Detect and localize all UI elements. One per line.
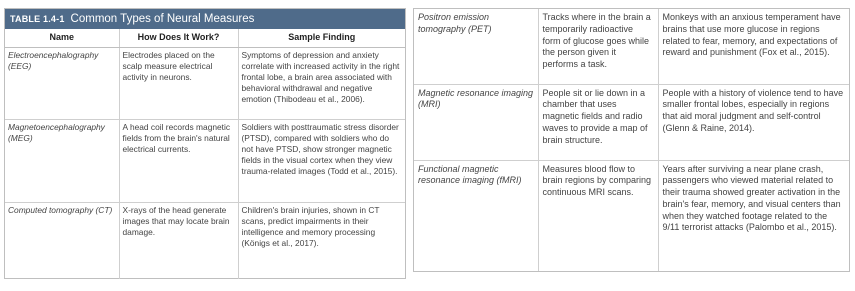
measure-finding: Soldiers with posttraumatic stress disorder (PTSD), compared with soldiers who do not have PTSD, show stronger magnetic fields in the visual cortex when they view trauma-related images (Todd et al., 2015). — [238, 119, 405, 202]
measure-method: Measures blood flow to brain regions by comparing continuous MRI scans. — [538, 160, 658, 271]
column-header-finding: Sample Finding — [238, 29, 405, 47]
measure-name: Computed tomography (CT) — [8, 204, 113, 215]
measure-finding: People with a history of violence tend to have smaller frontal lobes, especially in regions that aid moral judgment and self-control (Glenn & Raine, 2014). — [658, 84, 849, 160]
table-title-bar — [5, 9, 405, 29]
measure-name: Positron emission tomography (PET) — [414, 9, 538, 84]
measure-name: Magnetic resonance imaging (MRI) — [414, 84, 538, 160]
table-number: TABLE 1.4-1 — [10, 14, 65, 24]
measure-finding: Children's brain injuries, shown in CT scans, predict impairments in their intelligence and memory processing (Königs et al., 2017). — [238, 202, 405, 279]
measure-finding: Years after surviving a near plane crash, passengers who viewed material related to their trauma showed greater activation in the brain's fear, memory, and visual centers than when they watched footage related to the 9/11 terrorist attacks (Palombo et al., 2015). — [658, 160, 849, 271]
measure-method: A head coil records magnetic fields from the brain's natural electrical currents. — [119, 119, 238, 202]
measure-finding: Monkeys with an anxious temperament have brains that use more glucose in regions related to fear, memory, and expectations of reward and punishment (Fox et al., 2015). — [658, 9, 849, 84]
measure-method: People sit or lie down in a chamber that uses magnetic fields and radio waves to provide a map of brain structure. — [538, 84, 658, 160]
table-left-panel — [4, 8, 406, 279]
table-row — [5, 119, 405, 202]
table-row — [5, 47, 405, 119]
measure-method: Tracks where in the brain a temporarily radioactive form of glucose goes while the person given it performs a task. — [538, 9, 658, 84]
measure-name: Functional magnetic resonance imaging (fMRI) — [418, 163, 522, 186]
table-row — [414, 9, 849, 84]
table-row — [5, 202, 405, 279]
measure-name: Magnetoencephalography (MEG) — [5, 119, 119, 202]
column-header-name: Name — [5, 29, 119, 47]
measure-finding: Symptoms of depression and anxiety correlate with increased activity in the right frontal lobe, a brain area associated with behavioral withdrawal and negative emotion (Thibodeau et al., 2006). — [238, 47, 405, 119]
measure-method: X-rays of the head generate images that may locate brain damage. — [119, 202, 238, 279]
table-title: Common Types of Neural Measures — [70, 13, 255, 25]
column-header-how: How Does It Work? — [119, 29, 238, 47]
table-row — [414, 160, 849, 271]
table-row — [414, 84, 849, 160]
measure-method: Electrodes placed on the scalp measure electrical activity in neurons. — [119, 47, 238, 119]
table-right-panel — [413, 8, 850, 272]
neural-measures-table-left — [5, 29, 405, 279]
neural-measures-table-right — [414, 9, 849, 271]
measure-name: Electroencephalography (EEG) — [5, 47, 119, 119]
